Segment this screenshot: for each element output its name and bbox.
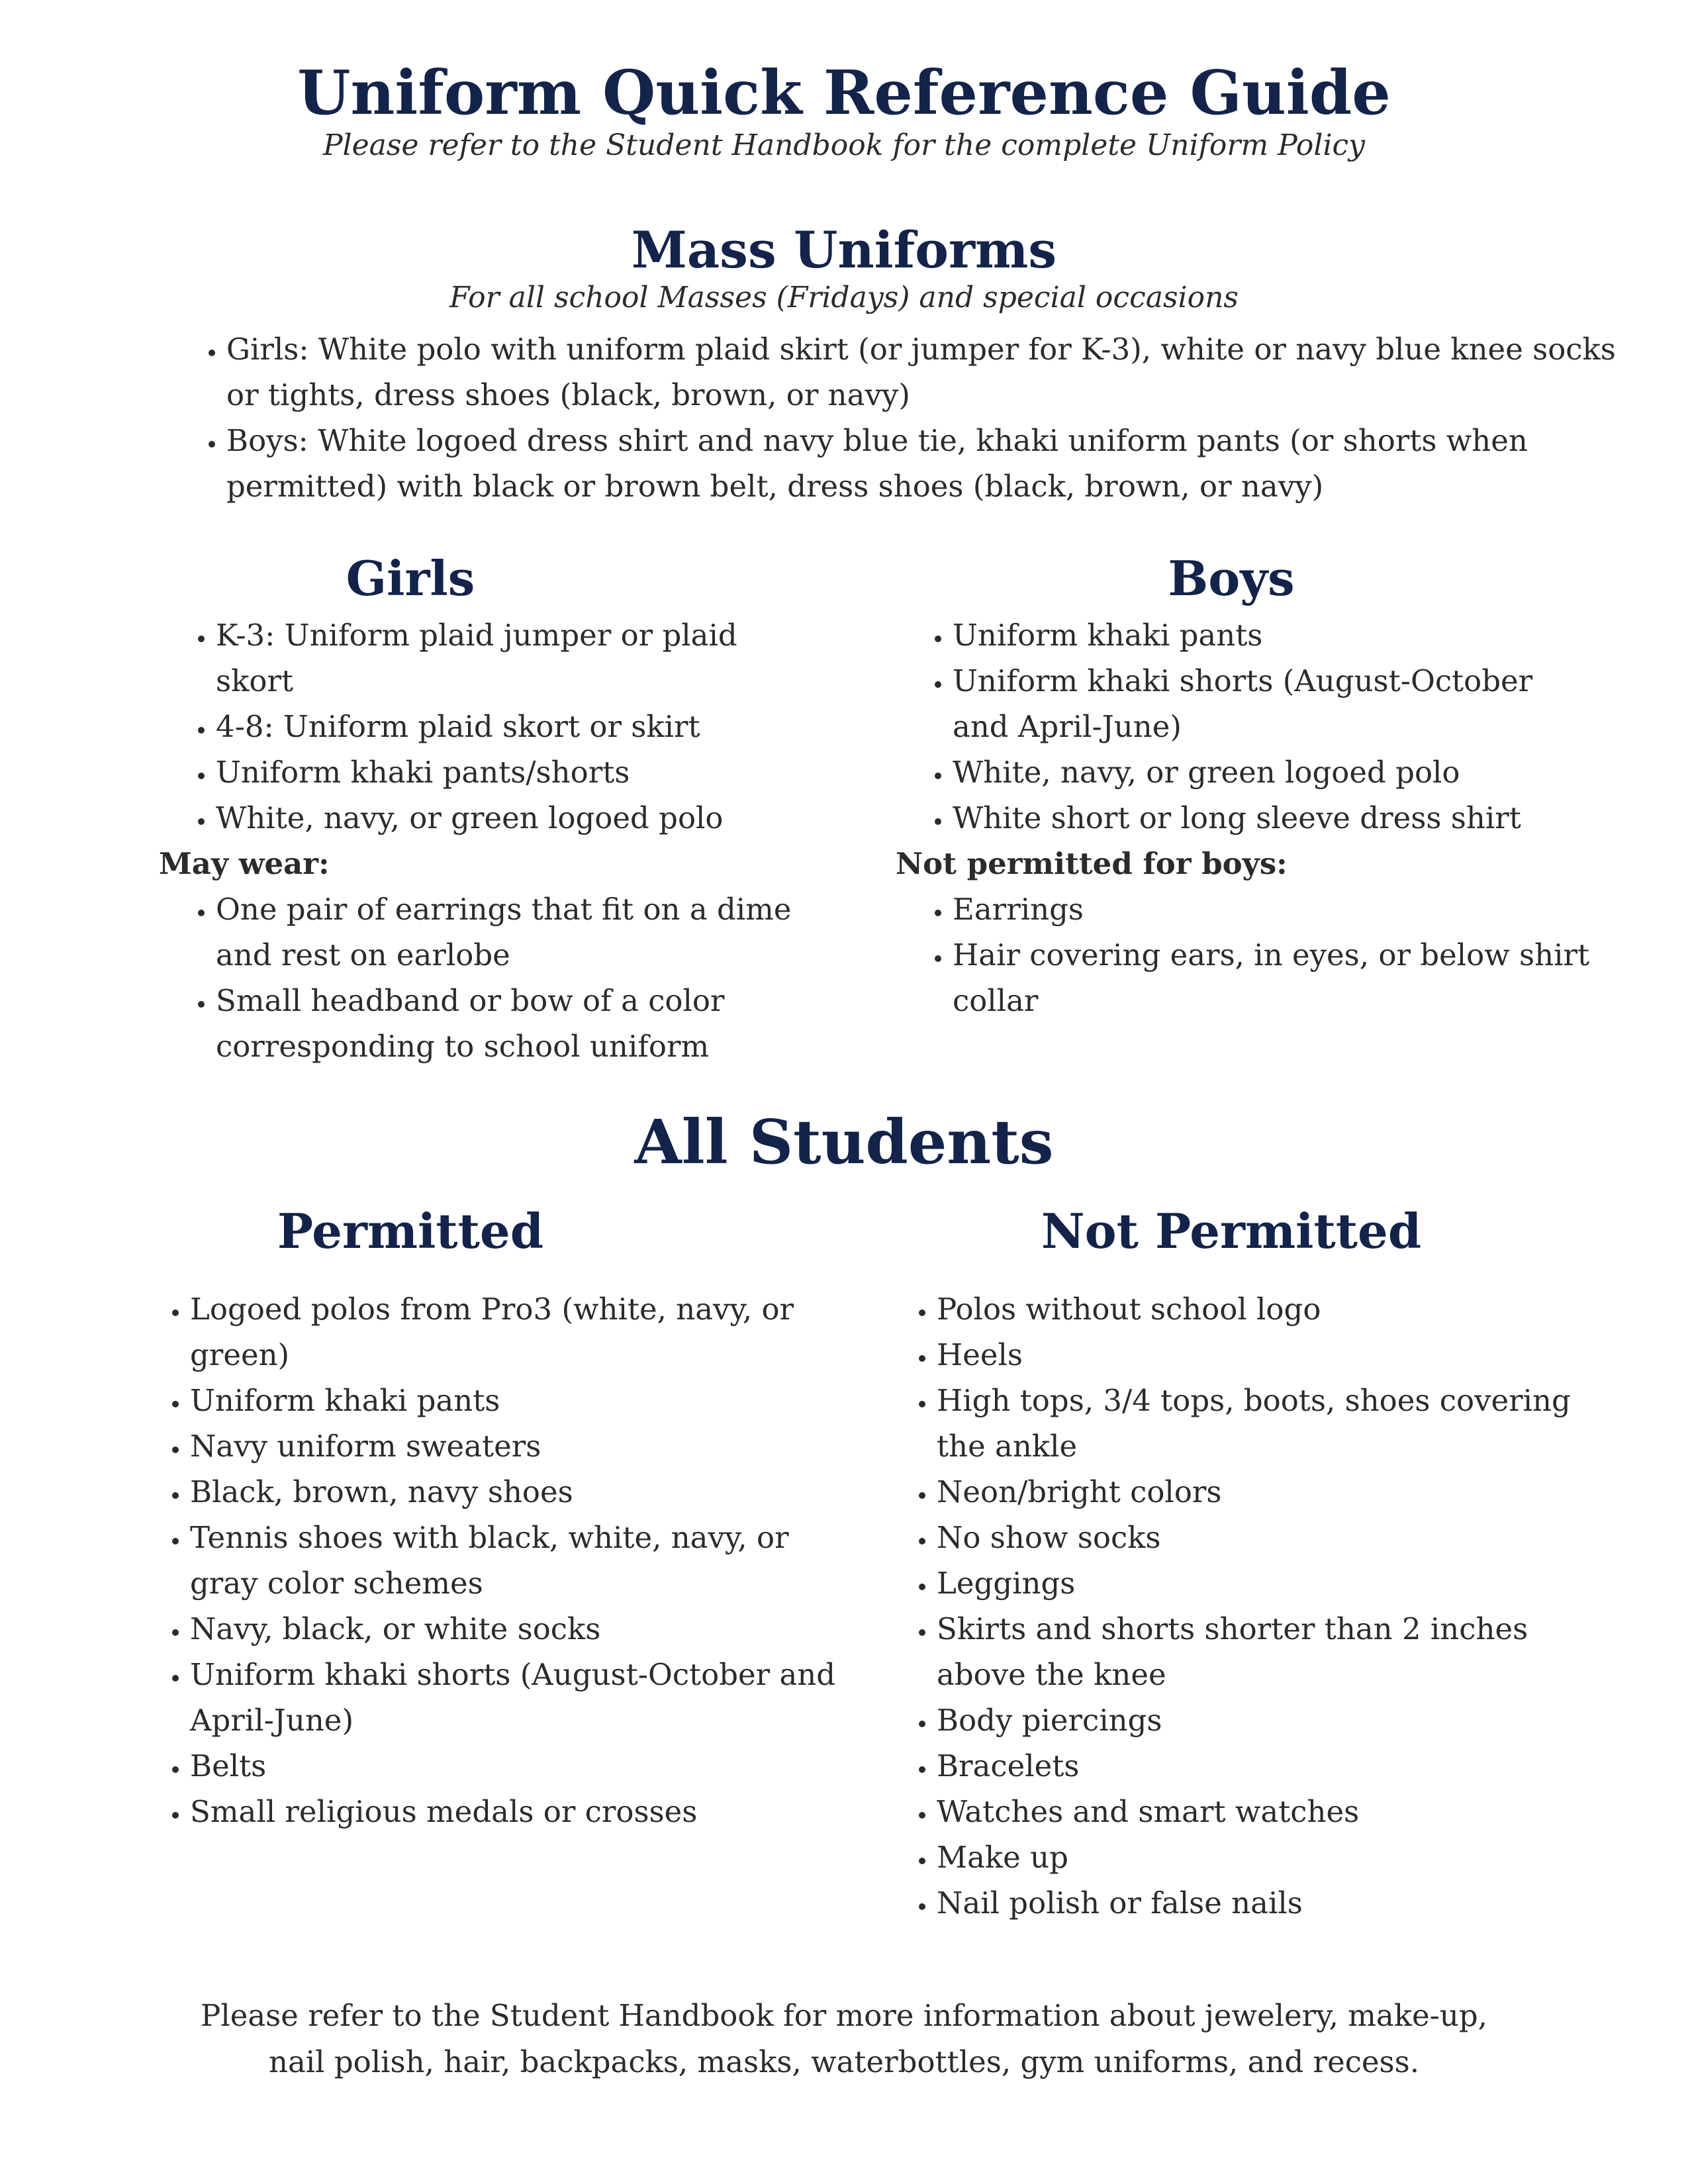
list-item: • Tennis shoes with black, white, navy, or gray color schemes (190, 1515, 844, 1606)
list-item: • White short or long sleeve dress shirt (953, 795, 1591, 841)
boys-heading: Boys (1168, 550, 1295, 606)
list-item: • Earrings (953, 886, 1591, 932)
list-item: • K-3: Uniform plaid jumper or plaid skort (216, 612, 821, 704)
list-item: • Girls: White polo with uniform plaid skirt (or jumper for K-3), white or navy blue knee socks or tights, dress shoes (black, brown, or navy) (226, 326, 1617, 418)
list-item: • Skirts and shorts shorter than 2 inches above the knee (937, 1606, 1591, 1697)
list-item: • Boys: White logoed dress shirt and navy blue tie, khaki uniform pants (or shorts when permitted) with black or brown belt, dress shoes (black, brown, or navy) (226, 418, 1617, 509)
list-item: • Heels (937, 1332, 1591, 1378)
list-item: • White, navy, or green logoed polo (953, 749, 1591, 795)
list-item: • Bracelets (937, 1743, 1591, 1789)
list-item: • Navy, black, or white socks (190, 1606, 844, 1652)
list-item: • Hair covering ears, in eyes, or below shirt collar (953, 932, 1591, 1023)
list-item: • Body piercings (937, 1697, 1591, 1743)
mass-uniforms-heading: Mass Uniforms (631, 220, 1057, 279)
list-item: • Neon/bright colors (937, 1469, 1591, 1515)
list-item: • Black, brown, navy shoes (190, 1469, 844, 1515)
girls-list (159, 612, 821, 841)
list-item: • Small religious medals or crosses (190, 1789, 844, 1834)
permitted-heading: Permitted (277, 1203, 544, 1259)
list-item: • Polos without school logo (937, 1286, 1591, 1332)
list-item: • Make up (937, 1834, 1591, 1880)
list-item: • High tops, 3/4 tops, boots, shoes covering the ankle (937, 1378, 1591, 1469)
list-item: • Uniform khaki shorts (August-October and April-June) (190, 1652, 844, 1743)
mass-uniforms-list (185, 326, 1617, 509)
list-item: • Watches and smart watches (937, 1789, 1591, 1834)
not-permitted-heading: Not Permitted (1041, 1203, 1422, 1259)
list-item: • Leggings (937, 1560, 1591, 1606)
list-item: • One pair of earrings that fit on a dime and rest on earlobe (216, 886, 821, 978)
not-permitted-section (896, 1286, 1591, 1926)
mass-uniforms-subtitle: For all school Masses (Fridays) and special occasions (449, 281, 1239, 314)
permitted-section (149, 1286, 844, 1834)
list-item: • Navy uniform sweaters (190, 1423, 844, 1469)
boys-section (896, 612, 1591, 1023)
may-wear-list (159, 886, 821, 1069)
list-item: • Uniform khaki pants (953, 612, 1591, 658)
permitted-list (149, 1286, 844, 1834)
list-item: • Uniform khaki shorts (August-October and April-June) (953, 658, 1591, 749)
not-permitted-list (896, 1286, 1591, 1926)
list-item: • Belts (190, 1743, 844, 1789)
list-item: • No show socks (937, 1515, 1591, 1560)
girls-heading: Girls (346, 550, 475, 606)
not-permitted-boys-label: Not permitted for boys: (896, 846, 1288, 881)
boys-list (896, 612, 1591, 841)
all-students-heading: All Students (634, 1106, 1054, 1178)
list-item: • Uniform khaki pants (190, 1378, 844, 1423)
footer-note: Please refer to the Student Handbook for more information about jewelery, make-up, nail polish, hair, backpacks, masks, waterbottles, gym uniforms, and recess. (201, 1998, 1487, 2079)
girls-section (159, 612, 821, 1069)
may-wear-label: May wear: (159, 846, 330, 881)
not-permitted-boys-list (896, 886, 1591, 1023)
list-item: • Logoed polos from Pro3 (white, navy, or green) (190, 1286, 844, 1378)
page-subtitle: Please refer to the Student Handbook for the complete Uniform Policy (322, 128, 1366, 162)
list-item: • Nail polish or false nails (937, 1880, 1591, 1926)
list-item: • 4-8: Uniform plaid skort or skirt (216, 704, 821, 749)
page-title: Uniform Quick Reference Guide (297, 57, 1391, 128)
list-item: • Uniform khaki pants/shorts (216, 749, 821, 795)
list-item: • Small headband or bow of a color corresponding to school uniform (216, 978, 821, 1069)
list-item: • White, navy, or green logoed polo (216, 795, 821, 841)
